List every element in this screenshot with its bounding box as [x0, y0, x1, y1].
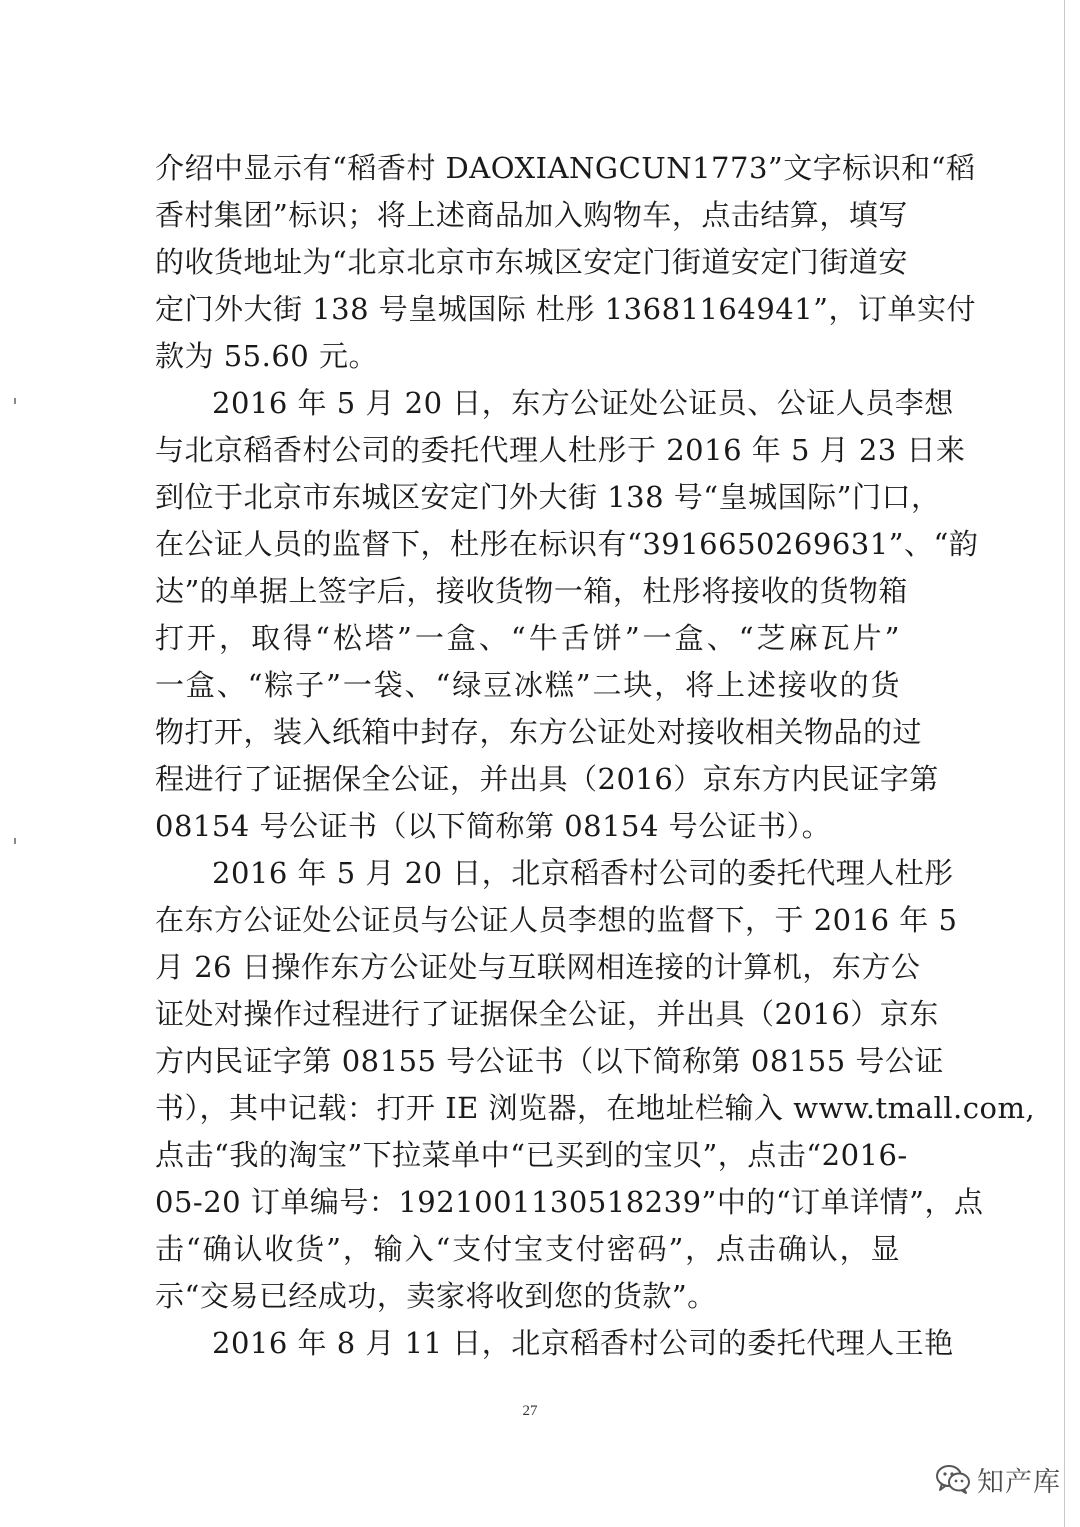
watermark-text: 知产库	[977, 1466, 1061, 1498]
scan-mark	[14, 398, 16, 404]
text-line: 月 26 日操作东方公证处与互联网相连接的计算机，东方公	[155, 950, 921, 984]
paragraph-first-line: 2016 年 8 月 11 日，北京稻香村公司的委托代理人王艳	[212, 1326, 954, 1360]
text-line: 书），其中记载：打开 IE 浏览器，在地址栏输入 www.tmall.com,	[155, 1091, 1036, 1125]
text-line: 点击“我的淘宝”下拉菜单中“已买到的宝贝”，点击“2016-	[155, 1138, 908, 1172]
text-line: 介绍中显示有“稻香村 DAOXIANGCUN1773”文字标识和“稻	[155, 151, 976, 185]
text-line: 程进行了证据保全公证，并出具（2016）京东方内民证字第	[155, 762, 939, 796]
text-line: 达”的单据上签字后，接收货物一箱，杜彤将接收的货物箱	[155, 574, 908, 608]
text-line: 在东方公证处公证员与公证人员李想的监督下，于 2016 年 5	[155, 903, 958, 937]
paragraph-first-line: 2016 年 5 月 20 日，东方公证处公证员、公证人员李想	[212, 386, 954, 420]
page-number: 27	[522, 1403, 538, 1419]
text-line: 08154 号公证书（以下简称第 08154 号公证书）。	[155, 809, 832, 843]
text-line: 一盒、“粽子”一袋、“绿豆冰糕”二块，将上述接收的货	[155, 668, 900, 702]
text-line: 定门外大街 138 号皇城国际 杜彤 13681164941”，订单实付	[155, 292, 977, 326]
text-line: 与北京稻香村公司的委托代理人杜彤于 2016 年 5 月 23 日来	[155, 433, 966, 467]
text-line: 的收货地址为“北京北京市东城区安定门街道安定门街道安	[155, 245, 908, 279]
scan-mark	[14, 838, 16, 844]
text-line: 款为 55.60 元。	[155, 339, 378, 373]
text-line: 在公证人员的监督下，杜彤在标识有“3916650269631”、“韵	[155, 527, 979, 561]
text-line: 方内民证字第 08155 号公证书（以下简称第 08155 号公证	[155, 1044, 944, 1078]
text-line: 证处对操作过程进行了证据保全公证，并出具（2016）京东	[155, 997, 939, 1031]
page-edge	[1064, 0, 1065, 1527]
text-line: 击“确认收货”，输入“支付宝支付密码”，点击确认，显	[155, 1232, 900, 1266]
wechat-icon	[935, 1463, 971, 1495]
paragraph-first-line: 2016 年 5 月 20 日，北京稻香村公司的委托代理人杜彤	[212, 856, 954, 890]
text-line: 物打开，装入纸箱中封存，东方公证处对接收相关物品的过	[155, 715, 923, 749]
watermark	[935, 1457, 1061, 1501]
text-line: 05-20 订单编号：1921001130518239”中的“订单详情”，点	[155, 1185, 984, 1219]
text-line: 到位于北京市东城区安定门外大街 138 号“皇城国际”门口，	[155, 480, 941, 514]
text-line: 打开，取得“松塔”一盒、“牛舌饼”一盒、“芝麻瓦片”	[155, 621, 900, 655]
text-line: 示“交易已经成功，卖家将收到您的货款”。	[155, 1279, 717, 1313]
text-line: 香村集团”标识；将上述商品加入购物车，点击结算，填写	[155, 198, 908, 232]
